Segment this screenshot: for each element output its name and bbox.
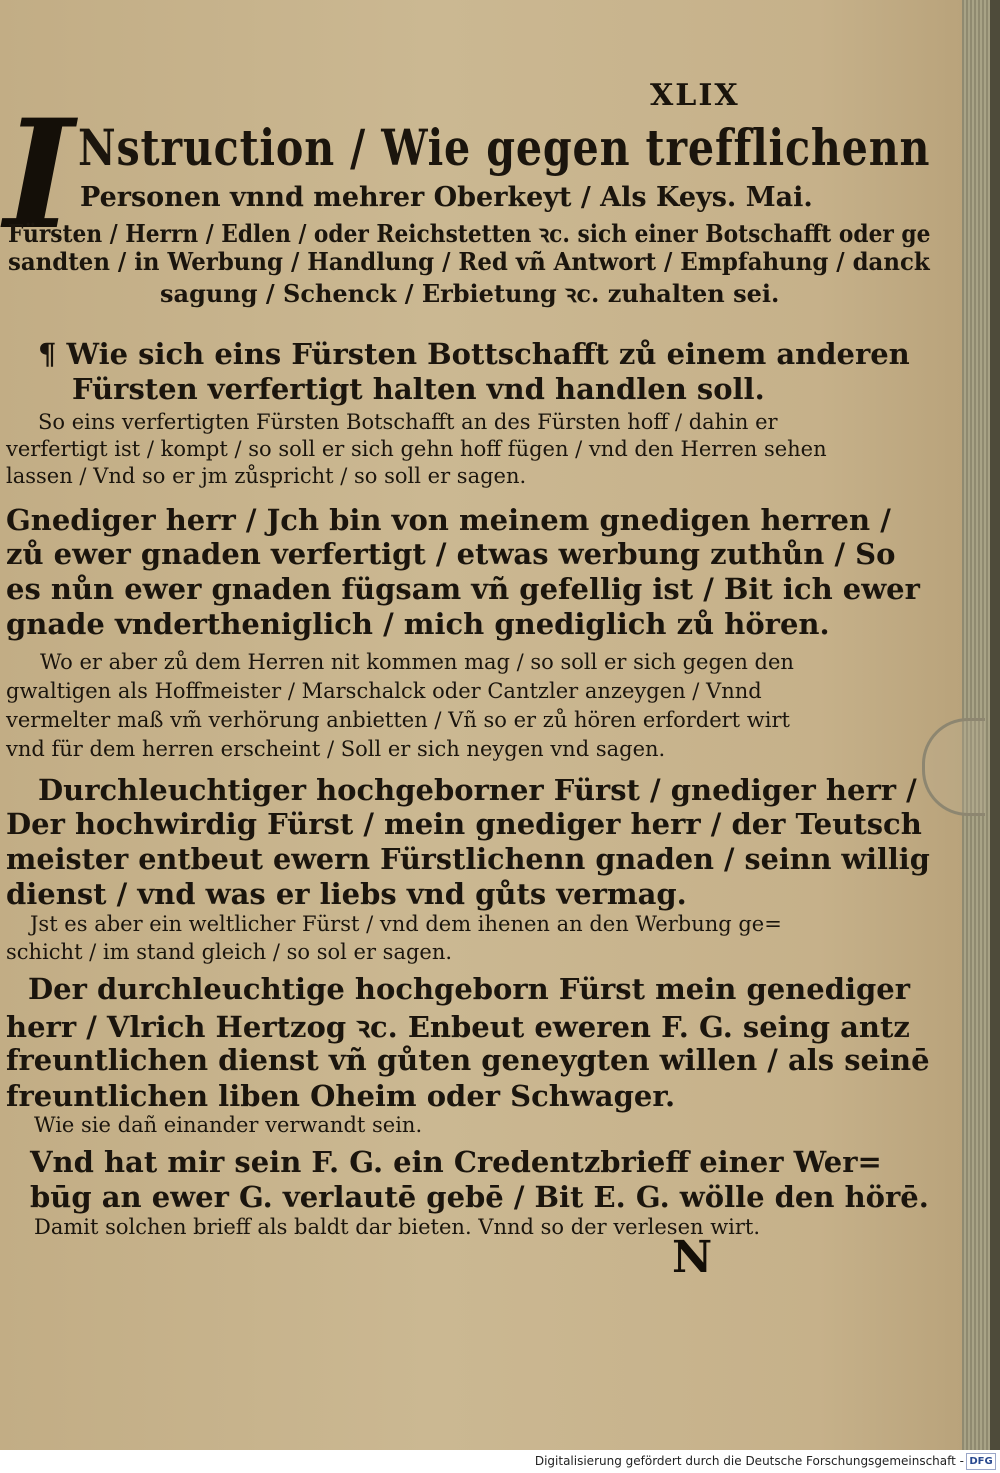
text-line: lassen / Vnd so er jm zůspricht / so soll er sagen. — [6, 464, 527, 488]
speech-line: zů ewer gnaden verfertigt / etwas werbung zuthůn / So — [6, 537, 896, 571]
text-line: verfertigt ist / kompt / so soll er sich gehn hoff fügen / vnd den Herren sehen — [6, 437, 827, 461]
catchword: N — [672, 1232, 713, 1283]
speech-line: būg an ewer G. verlautē gebē / Bit E. G. wölle den hörē. — [30, 1180, 929, 1214]
speech-line: freuntlichen liben Oheim oder Schwager. — [6, 1079, 676, 1113]
speech-line: Der durchleuchtige hochgeborn Fürst mein genediger — [28, 972, 911, 1006]
speech-line: Durchleuchtiger hochgeborner Fürst / gnediger herr / — [38, 773, 917, 807]
title-line: sandten / in Werbung / Handlung / Red vñ Antwort / Empfahung / danck — [8, 247, 930, 276]
text-line: Damit solchen brieff als baldt dar bieten. Vnnd so der verlesen wirt. — [34, 1215, 761, 1239]
footer-credit: Digitalisierung gefördert durch die Deutsche Forschungsgemeinschaft - — [534, 1454, 964, 1468]
text-line: vnd für dem herren erscheint / Soll er sich neygen vnd sagen. — [6, 737, 666, 761]
heading-line: ¶ Wie sich eins Fürsten Bottschafft zů einem anderen — [38, 337, 910, 371]
drop-capital: I — [4, 87, 75, 263]
footer-bar — [0, 1450, 1000, 1473]
speech-line: dienst / vnd was er liebs vnd gůts vermag. — [6, 877, 687, 911]
dfg-logo-icon: DFG — [966, 1453, 996, 1470]
folio-number: XLIX — [650, 78, 740, 113]
speech-line: gnade vndertheniglich / mich gnediglich zů hören. — [6, 607, 830, 641]
heading-line: Fürsten verfertigt halten vnd handlen soll. — [72, 372, 765, 406]
speech-line: Der hochwirdig Fürst / mein gnediger herr / der Teutsch — [6, 807, 922, 841]
title-line: Personen vnnd mehrer Oberkeyt / Als Keys. Mai. — [80, 182, 813, 213]
speech-line: meister entbeut ewern Fürstlichenn gnaden / seinn willig — [6, 842, 930, 876]
title-line: Fürsten / Herrn / Edlen / oder Reichstetten ꝛc. sich einer Botschafft oder ge — [8, 219, 931, 248]
title-line: sagung / Schenck / Erbietung ꝛc. zuhalten sei. — [160, 279, 780, 308]
speech-line: Vnd hat mir sein F. G. ein Credentzbrieff einer Wer= — [30, 1145, 882, 1179]
text-line: schicht / im stand gleich / so sol er sagen. — [6, 940, 453, 964]
text-line: gwaltigen als Hoffmeister / Marschalck oder Cantzler anzeygen / Vnnd — [6, 679, 762, 703]
text-line: vermelter maß vm̃ verhörung anbietten / Vñ so er zů hören erfordert wirt — [6, 708, 790, 732]
text-line: Wie sie dañ einander verwandt sein. — [34, 1113, 423, 1137]
speech-line: es nůn ewer gnaden fügsam vñ gefellig ist / Bit ich ewer — [6, 572, 920, 606]
speech-line: herr / Vlrich Hertzog ꝛc. Enbeut eweren F. G. seing antz — [6, 1010, 910, 1044]
text-line: Wo er aber zů dem Herren nit kommen mag / so soll er sich gegen den — [40, 650, 794, 674]
text-line: Jst es aber ein weltlicher Fürst / vnd dem ihenen an den Werbung ge= — [30, 912, 782, 936]
text-line: So eins verfertigten Fürsten Botschafft an des Fürsten hoff / dahin er — [38, 410, 778, 434]
speech-line: Gnediger herr / Jch bin von meinem gnedigen herren / — [6, 503, 891, 537]
title-line: Nstruction / Wie gegen trefflichenn — [78, 118, 931, 177]
speech-line: freuntlichen dienst vñ gůten geneygten willen / als seinē — [6, 1043, 930, 1077]
book-spine-shadow — [990, 0, 1000, 1450]
